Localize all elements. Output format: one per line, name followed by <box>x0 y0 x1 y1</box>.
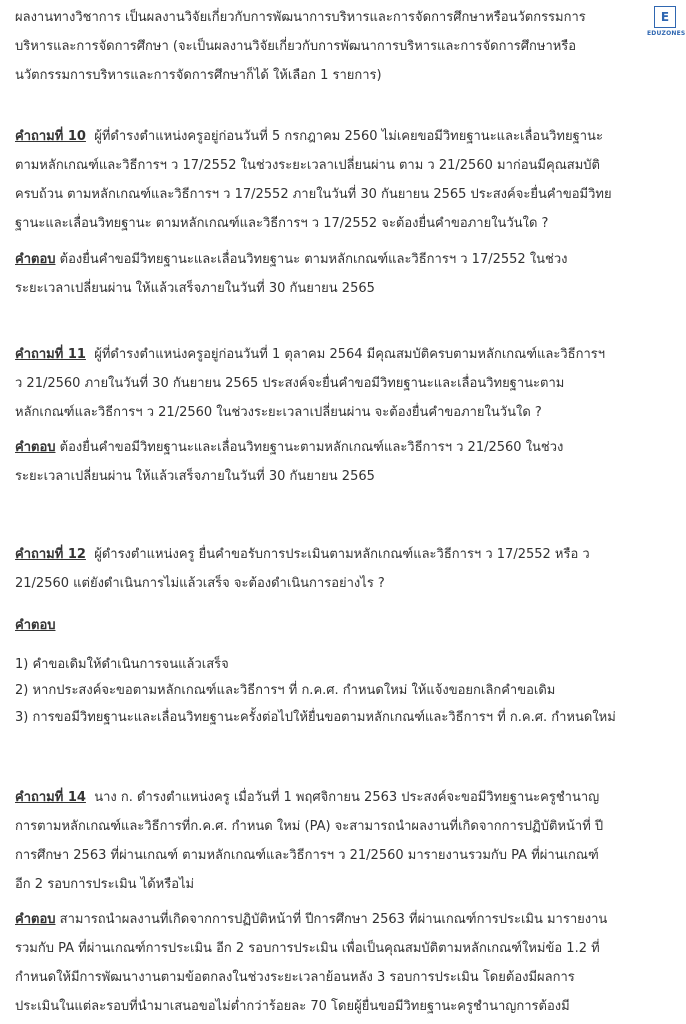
text-line: รวมกับ PA ที่ผ่านเกณฑ์การประเมิน อีก 2 รอบการประเมิน เพื่อเป็นคุณสมบัติตามหลักเกณฑ์ใหม่ข้อ 1.2 ที่ <box>15 941 600 956</box>
question-12 <box>15 540 655 598</box>
answer-10 <box>15 245 655 303</box>
text-line: อีก 2 รอบการประเมิน ได้หรือไม่ <box>15 877 195 892</box>
text-line: ฐานะและเลื่อนวิทยฐานะ ตามหลักเกณฑ์และวิธีการฯ ว 17/2552 จะต้องยื่นคำขอภายในวันใด ? <box>15 216 549 231</box>
list-item: 1) คำขอเดิมให้ดำเนินการจนแล้วเสร็จ <box>15 657 229 672</box>
logo-letter: E <box>654 6 676 28</box>
text-line: ระยะเวลาเปลี่ยนผ่าน ให้แล้วเสร็จภายในวันที่ 30 กันยายน 2565 <box>15 469 375 484</box>
text-line: ประเมินในแต่ละรอบที่นำมาเสนอขอไม่ต่ำกว่าร้อยละ 70 โดยผู้ยื่นขอมีวิทยฐานะครูชำนาญการต้องมี <box>15 999 570 1014</box>
question-label: คำถามที่ 12 <box>15 547 86 562</box>
answer-14 <box>15 905 655 1021</box>
question-14 <box>15 783 655 899</box>
text-line: นวัตกรรมการบริหารและการจัดการศึกษาก็ได้ ให้เลือก 1 รายการ) <box>15 68 382 83</box>
answer-label: คำตอบ <box>15 618 56 633</box>
text-line: การศึกษา 2563 ที่ผ่านเกณฑ์ ตามหลักเกณฑ์และวิธีการฯ ว 21/2560 มารายงานรวมกับ PA ที่ผ่านเกณฑ์ <box>15 848 599 863</box>
question-11 <box>15 340 655 427</box>
question-label: คำถามที่ 10 <box>15 129 86 144</box>
text-line: 21/2560 แต่ยังดำเนินการไม่แล้วเสร็จ จะต้องดำเนินการอย่างไร ? <box>15 576 385 591</box>
intro-paragraph <box>15 3 655 90</box>
list-item: 3) การขอมีวิทยฐานะและเลื่อนวิทยฐานะครั้งต่อไปให้ยื่นขอตามหลักเกณฑ์และวิธีการฯ ที่ ก.ค.ศ. กำหนดใหม่ <box>15 710 616 725</box>
text-line: การตามหลักเกณฑ์และวิธีการที่ก.ค.ศ. กำหนด ใหม่ (PA) จะสามารถนำผลงานที่เกิดจากการปฏิบัติหน้าที่ ปี <box>15 819 604 834</box>
text-line: ต้องยื่นคำขอมีวิทยฐานะและเลื่อนวิทยฐานะ ตามหลักเกณฑ์และวิธีการฯ ว 17/2552 ในช่วง <box>59 252 568 267</box>
text-line: ผู้ที่ดำรงตำแหน่งครูอยู่ก่อนวันที่ 5 กรกฎาคม 2560 ไม่เคยขอมีวิทยฐานะและเลื่อนวิทยฐานะ <box>94 129 603 144</box>
question-label: คำถามที่ 11 <box>15 347 86 362</box>
text-line: กำหนดให้มีการพัฒนางานตามข้อตกลงในช่วงระยะเวลาย้อนหลัง 3 รอบการประเมิน โดยต้องมีผลการ <box>15 970 575 985</box>
answer-12-heading <box>15 611 655 640</box>
answer-label: คำตอบ <box>15 912 56 927</box>
text-line: บริหารและการจัดการศึกษา (จะเป็นผลงานวิจัยเกี่ยวกับการพัฒนาการบริหารและการจัดการศึกษาหรือ <box>15 39 577 54</box>
answer-11 <box>15 433 655 491</box>
text-line: ระยะเวลาเปลี่ยนผ่าน ให้แล้วเสร็จภายในวันที่ 30 กันยายน 2565 <box>15 281 375 296</box>
list-item: 2) หากประสงค์จะขอตามหลักเกณฑ์และวิธีการฯ ที่ ก.ค.ศ. กำหนดใหม่ ให้แจ้งขอยกเลิกคำขอเดิม <box>15 683 556 698</box>
answer-label: คำตอบ <box>15 252 56 267</box>
text-line: ผู้ดำรงตำแหน่งครู ยื่นคำขอรับการประเมินตามหลักเกณฑ์และวิธีการฯ ว 17/2552 หรือ ว <box>94 547 590 562</box>
text-line: นาง ก. ดำรงตำแหน่งครู เมื่อวันที่ 1 พฤศจิกายน 2563 ประสงค์จะขอมีวิทยฐานะครูชำนาญ <box>94 790 600 805</box>
question-label: คำถามที่ 14 <box>15 790 86 805</box>
text-line: ตามหลักเกณฑ์และวิธีการฯ ว 17/2552 ในช่วงระยะเวลาเปลี่ยนผ่าน ตาม ว 21/2560 มาก่อนมีคุณสมบัติ <box>15 158 600 173</box>
text-line: สามารถนำผลงานที่เกิดจากการปฏิบัติหน้าที่ ปีการศึกษา 2563 ที่ผ่านเกณฑ์การประเมิน มารายงาน <box>59 912 608 927</box>
text-line: ผลงานทางวิชาการ เป็นผลงานวิจัยเกี่ยวกับการพัฒนาการบริหารและการจัดการศึกษาหรือนวัตกรรมการ <box>15 10 586 25</box>
text-line: ว 21/2560 ภายในวันที่ 30 กันยายน 2565 ประสงค์จะยื่นคำขอมีวิทยฐานะและเลื่อนวิทยฐานะตาม <box>15 376 565 391</box>
text-line: ผู้ที่ดำรงตำแหน่งครูอยู่ก่อนวันที่ 1 ตุลาคม 2564 มีคุณสมบัติครบตามหลักเกณฑ์และวิธีการฯ <box>94 347 606 362</box>
text-line: ต้องยื่นคำขอมีวิทยฐานะและเลื่อนวิทยฐานะตามหลักเกณฑ์และวิธีการฯ ว 21/2560 ในช่วง <box>59 440 564 455</box>
logo-name: EDUZONES <box>647 30 686 37</box>
question-10 <box>15 122 655 238</box>
text-line: หลักเกณฑ์และวิธีการฯ ว 21/2560 ในช่วงระยะเวลาเปลี่ยนผ่าน จะต้องยื่นคำขอภายในวันใด ? <box>15 405 542 420</box>
answer-label: คำตอบ <box>15 440 56 455</box>
text-line: ครบถ้วน ตามหลักเกณฑ์และวิธีการฯ ว 17/2552 ภายในวันที่ 30 กันยายน 2565 ประสงค์จะยื่นคำขอมีวิทย <box>15 187 612 202</box>
